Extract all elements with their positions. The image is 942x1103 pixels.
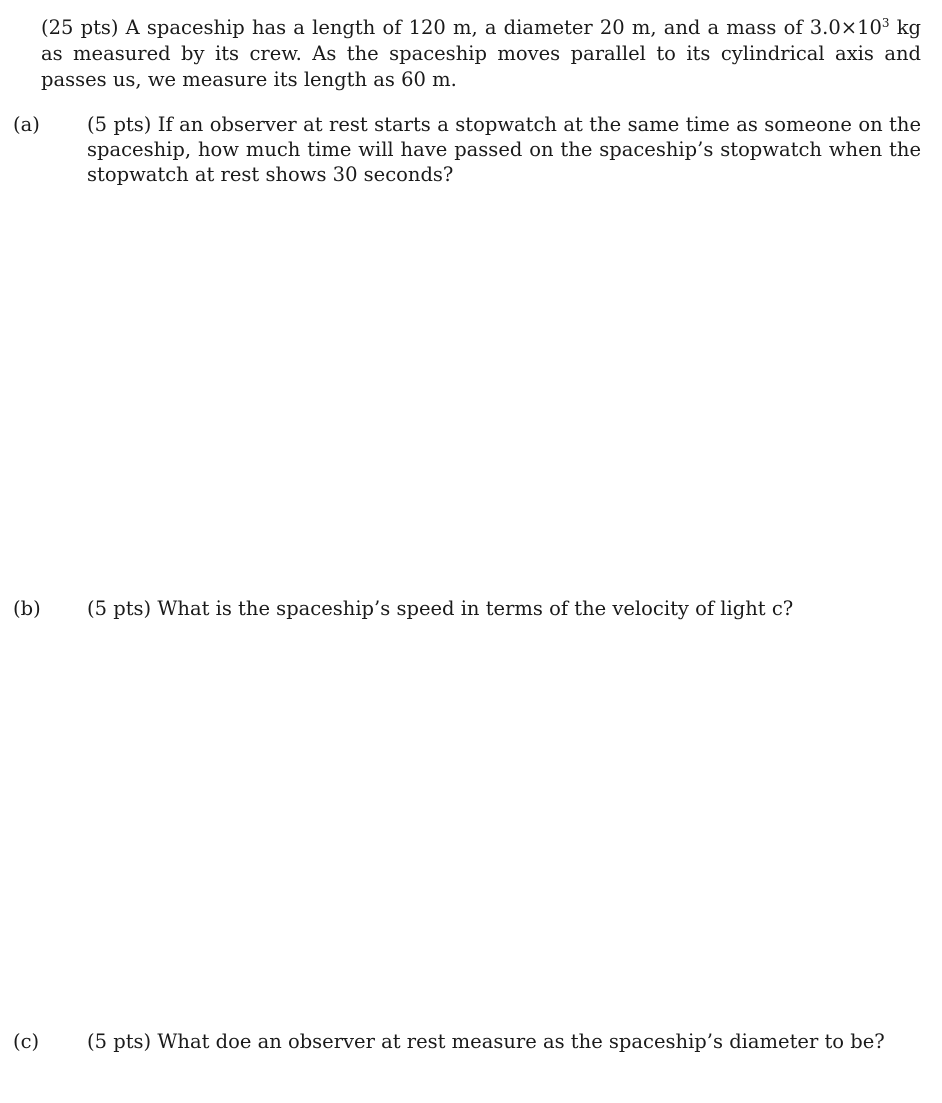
- part-c-text: (5 pts) What doe an observer at rest measure as the spaceship’s diameter to be?: [87, 1030, 885, 1053]
- part-a-text: (5 pts) If an observer at rest starts a stopwatch at the same time as someone on the spaceship, how much time will have passed on the spaceship’s stopwatch when the stopwatch at rest shows 30 seconds?: [87, 113, 921, 186]
- part-a-label: (a): [13, 113, 40, 136]
- problem-statement: [41, 15, 921, 93]
- problem-intro-text-continued: kg as measured by its crew. As the spaceship moves parallel to its cylindrical axis and passes us, we measure its length as 60 m.: [41, 16, 922, 91]
- part-b-label: (b): [13, 597, 41, 620]
- problem-intro-text: (25 pts) A spaceship has a length of 120 m, a diameter 20 m, and a mass of 3.0×10: [41, 16, 882, 39]
- question-part-b: [13, 596, 921, 621]
- question-part-c: [13, 1029, 921, 1054]
- part-c-label: (c): [13, 1030, 40, 1053]
- part-b-text: (5 pts) What is the spaceship’s speed in terms of the velocity of light c?: [87, 597, 794, 620]
- mass-exponent: 3: [881, 16, 890, 30]
- question-part-a: [13, 112, 921, 187]
